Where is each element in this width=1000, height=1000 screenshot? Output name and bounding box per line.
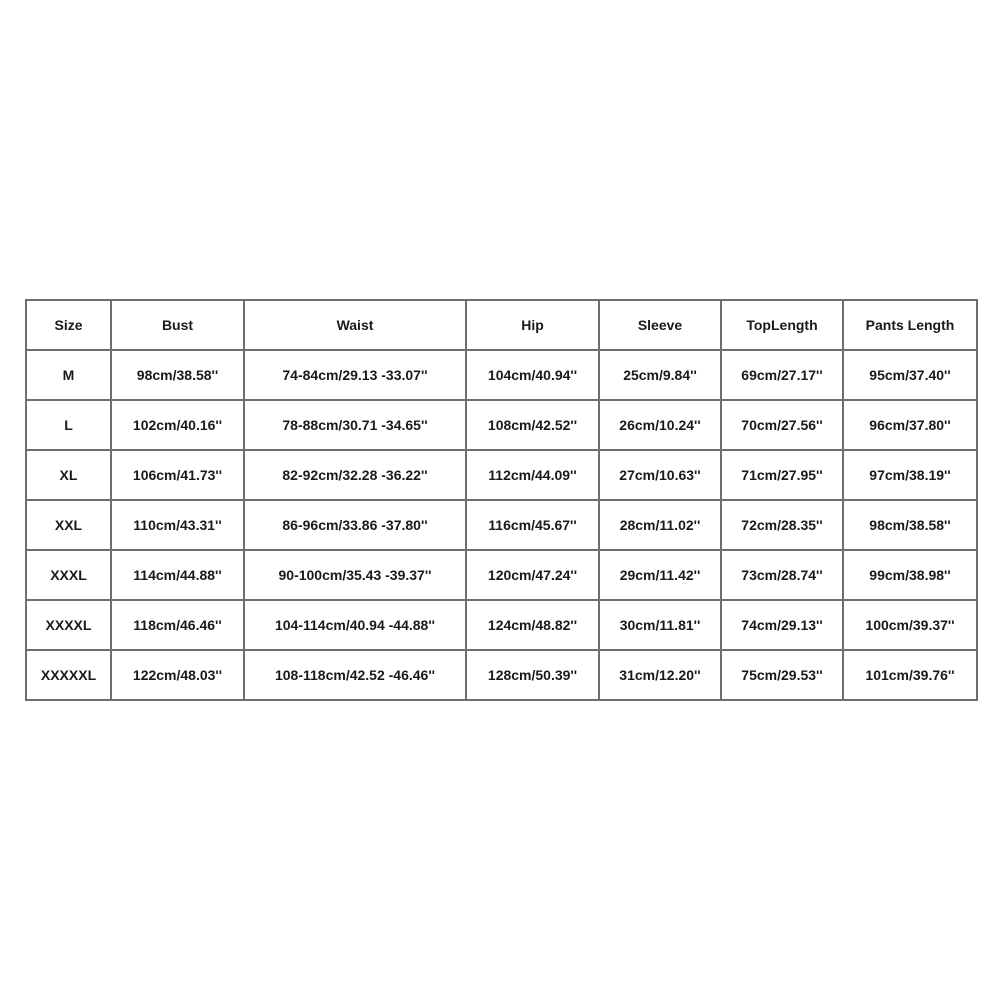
waist-cell: 108-118cm/42.52 -46.46'' (244, 650, 466, 700)
top-length-cell: 73cm/28.74'' (721, 550, 843, 600)
table-row (26, 650, 977, 700)
pants-length-cell: 100cm/39.37'' (843, 600, 977, 650)
top-length-cell: 72cm/28.35'' (721, 500, 843, 550)
size-cell: XXXL (26, 550, 111, 600)
size-cell: XXXXXL (26, 650, 111, 700)
top-length-cell: 75cm/29.53'' (721, 650, 843, 700)
top-length-cell: 69cm/27.17'' (721, 350, 843, 400)
waist-cell: 104-114cm/40.94 -44.88'' (244, 600, 466, 650)
bust-cell: 114cm/44.88'' (111, 550, 244, 600)
sleeve-cell: 30cm/11.81'' (599, 600, 721, 650)
pants-length-cell: 97cm/38.19'' (843, 450, 977, 500)
header-row (26, 300, 977, 350)
table-row (26, 600, 977, 650)
header-hip: Hip (466, 300, 599, 350)
size-cell: XXXXL (26, 600, 111, 650)
table-row (26, 500, 977, 550)
pants-length-cell: 98cm/38.58'' (843, 500, 977, 550)
bust-cell: 110cm/43.31'' (111, 500, 244, 550)
header-waist: Waist (244, 300, 466, 350)
size-cell: XXL (26, 500, 111, 550)
size-chart-table (25, 299, 978, 701)
waist-cell: 82-92cm/32.28 -36.22'' (244, 450, 466, 500)
pants-length-cell: 99cm/38.98'' (843, 550, 977, 600)
waist-cell: 78-88cm/30.71 -34.65'' (244, 400, 466, 450)
header-pants-length: Pants Length (843, 300, 977, 350)
hip-cell: 120cm/47.24'' (466, 550, 599, 600)
top-length-cell: 70cm/27.56'' (721, 400, 843, 450)
sleeve-cell: 25cm/9.84'' (599, 350, 721, 400)
hip-cell: 116cm/45.67'' (466, 500, 599, 550)
sleeve-cell: 28cm/11.02'' (599, 500, 721, 550)
sleeve-cell: 26cm/10.24'' (599, 400, 721, 450)
table-row (26, 550, 977, 600)
size-cell: M (26, 350, 111, 400)
size-cell: L (26, 400, 111, 450)
hip-cell: 112cm/44.09'' (466, 450, 599, 500)
table-row (26, 350, 977, 400)
hip-cell: 128cm/50.39'' (466, 650, 599, 700)
sleeve-cell: 29cm/11.42'' (599, 550, 721, 600)
pants-length-cell: 96cm/37.80'' (843, 400, 977, 450)
header-top-length: TopLength (721, 300, 843, 350)
bust-cell: 106cm/41.73'' (111, 450, 244, 500)
sleeve-cell: 31cm/12.20'' (599, 650, 721, 700)
top-length-cell: 74cm/29.13'' (721, 600, 843, 650)
table-row (26, 450, 977, 500)
size-cell: XL (26, 450, 111, 500)
pants-length-cell: 95cm/37.40'' (843, 350, 977, 400)
bust-cell: 118cm/46.46'' (111, 600, 244, 650)
hip-cell: 108cm/42.52'' (466, 400, 599, 450)
hip-cell: 104cm/40.94'' (466, 350, 599, 400)
waist-cell: 86-96cm/33.86 -37.80'' (244, 500, 466, 550)
bust-cell: 98cm/38.58'' (111, 350, 244, 400)
hip-cell: 124cm/48.82'' (466, 600, 599, 650)
waist-cell: 74-84cm/29.13 -33.07'' (244, 350, 466, 400)
header-sleeve: Sleeve (599, 300, 721, 350)
bust-cell: 102cm/40.16'' (111, 400, 244, 450)
pants-length-cell: 101cm/39.76'' (843, 650, 977, 700)
bust-cell: 122cm/48.03'' (111, 650, 244, 700)
table-row (26, 400, 977, 450)
header-size: Size (26, 300, 111, 350)
waist-cell: 90-100cm/35.43 -39.37'' (244, 550, 466, 600)
header-bust: Bust (111, 300, 244, 350)
top-length-cell: 71cm/27.95'' (721, 450, 843, 500)
sleeve-cell: 27cm/10.63'' (599, 450, 721, 500)
